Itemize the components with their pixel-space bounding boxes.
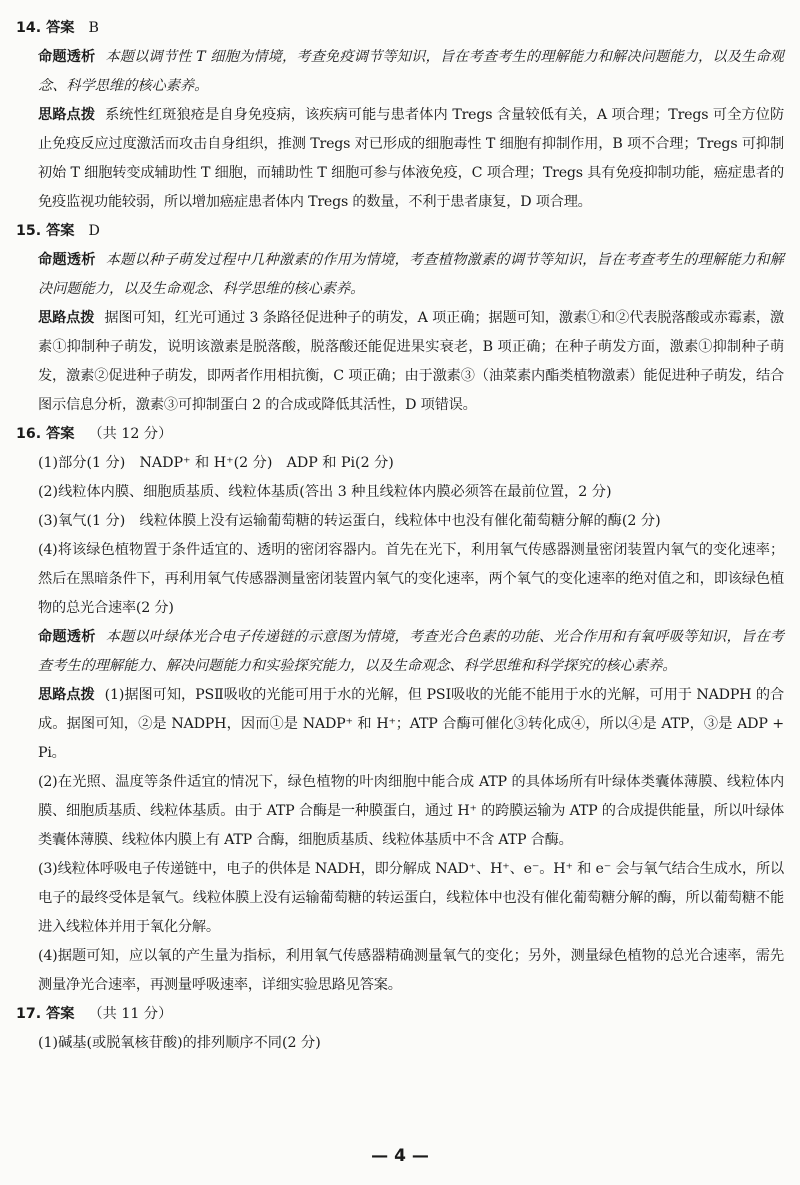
- q16-answer-4: (4)将该绿色植物置于条件适宜的、透明的密闭容器内。首先在光下，利用氧气传感器测量密闭装置内氧气的变化速率；然后在黑暗条件下，再利用氧气传感器测量密闭装置内氧气的变化速率，两个氧气的变化速率的绝对值之和，即该绿色植物的总光合速率(2 分): [38, 542, 784, 616]
- q14-heading: [16, 14, 784, 43]
- q16-answer-1: (1)部分(1 分) NADP⁺ 和 H⁺(2 分) ADP 和 Pi(2 分): [38, 455, 394, 471]
- q17-head: 17. 答案: [16, 1006, 75, 1022]
- q14-hint-text: 系统性红斑狼疮是自身免疫病，该疾病可能与患者体内 Tregs 含量较低有关，A 项合理；Tregs 可全方位防止免疫反应过度激活而攻击自身组织，推测 Tregs 对已形成的细胞毒性 T 细胞有抑制作用，B 项不合理；Tregs 可抑制初始 T 细胞转变成辅助性 T 细胞，而辅助性 T 细胞可参与体液免疫，C 项合理；Tregs 具有免疫抑制功能，癌症患者的免疫监视功能较弱，所以增加癌症患者体内 Tregs 的数量，不利于患者康复，D 项合理。: [38, 107, 785, 210]
- q15-head: 15. 答案: [16, 223, 75, 239]
- q15-answer: D: [88, 223, 100, 239]
- q16-analysis-label: 命题透析: [38, 629, 96, 645]
- q17-heading: [16, 1000, 784, 1029]
- q16-answer-3: (3)氧气(1 分) 线粒体膜上没有运输葡萄糖的转运蛋白，线粒体中也没有催化葡萄糖分解的酶(2 分): [38, 513, 661, 529]
- q15-hint-label: 思路点拨: [38, 310, 95, 326]
- q14-hint: [16, 101, 784, 217]
- page-number: — 4 —: [371, 1146, 429, 1166]
- q16-answer-2: (2)线粒体内膜、细胞质基质、线粒体基质(答出 3 种且线粒体内膜必须答在最前位置，2 分): [38, 484, 612, 500]
- q16-hint-text: (1)据图可知，PSⅡ吸收的光能可用于水的光解，但 PSⅠ吸收的光能不能用于水的光解，可用于 NADPH 的合成。据图可知，②是 NADPH，因而①是 NADP⁺ 和 H⁺；ATP 合酶可催化③转化成④，所以④是 ATP，③是 ADP + Pi。: [38, 687, 784, 761]
- q15-hint: [16, 304, 784, 420]
- q15-heading: [16, 217, 784, 246]
- q15-analysis-text: 本题以种子萌发过程中几种激素的作用为情境，考查植物激素的调节等知识，旨在考查考生的理解能力和解决问题能力，以及生命观念、科学思维的核心素养。: [38, 252, 784, 297]
- q15-analysis-label: 命题透析: [38, 252, 96, 268]
- q14-analysis: [16, 43, 784, 101]
- q17-answer-1: (1)碱基(或脱氧核苷酸)的排列顺序不同(2 分): [38, 1035, 321, 1051]
- q15-hint-text: 据图可知，红光可通过 3 条路径促进种子的萌发，A 项正确；据题可知，激素①和②代表脱落酸或赤霉素，激素①抑制种子萌发，说明该激素是脱落酸，脱落酸还能促进果实衰老，B 项正确；在种子萌发方面，激素①抑制种子萌发，激素②促进种子萌发，即两者作用相抗衡，C 项正确；由于激素③（油菜素内酯类植物激素）能促进种子萌发，结合图示信息分析，激素③可抑制蛋白 2 的合成或降低其活性，D 项错误。: [38, 310, 785, 413]
- q17-answer: （共 11 分）: [88, 1006, 173, 1022]
- q16-head: 16. 答案: [16, 426, 75, 442]
- q16-explain-3: (3)线粒体呼吸电子传递链中，电子的供体是 NADH，即分解成 NAD⁺、H⁺、e⁻。H⁺ 和 e⁻ 会与氧气结合生成水，所以电子的最终受体是氧气。线粒体膜上没有运输葡萄糖的转运蛋白，线粒体中也没有催化葡萄糖分解的酶，所以葡萄糖不能进入线粒体并用于氧化分解。: [38, 861, 784, 935]
- q14-hint-label: 思路点拨: [38, 107, 96, 123]
- q16-hint: [16, 681, 784, 768]
- q15-analysis: [16, 246, 784, 304]
- q14-analysis-text: 本题以调节性 T 细胞为情境，考查免疫调节等知识，旨在考查考生的理解能力和解决问题能力，以及生命观念、科学思维的核心素养。: [38, 49, 784, 94]
- q16-hint-label: 思路点拨: [38, 687, 95, 703]
- q16-heading: [16, 420, 784, 449]
- q16-analysis: [16, 623, 784, 681]
- q16-answer: （共 12 分）: [88, 426, 173, 442]
- q16-explain-4: (4)据题可知，应以氧的产生量为指标，利用氧气传感器精确测量氧气的变化；另外，测量绿色植物的总光合速率，需先测量净光合速率，再测量呼吸速率，详细实验思路见答案。: [38, 948, 784, 993]
- q14-analysis-label: 命题透析: [38, 49, 96, 65]
- q14-head: 14. 答案: [16, 20, 75, 36]
- q16-explain-2: (2)在光照、温度等条件适宜的情况下，绿色植物的叶肉细胞中能合成 ATP 的具体场所有叶绿体类囊体薄膜、线粒体内膜、细胞质基质、线粒体基质。由于 ATP 合酶是一种膜蛋白，通过 H⁺ 的跨膜运输为 ATP 的合成提供能量，所以叶绿体类囊体薄膜、线粒体内膜上有 ATP 合酶，细胞质基质、线粒体基质中不含 ATP 合酶。: [38, 774, 784, 848]
- q16-analysis-text: 本题以叶绿体光合电子传递链的示意图为情境，考查光合色素的功能、光合作用和有氧呼吸等知识，旨在考查考生的理解能力、解决问题能力和实验探究能力，以及生命观念、科学思维和科学探究的核心素养。: [38, 629, 784, 674]
- q14-answer: B: [88, 20, 99, 36]
